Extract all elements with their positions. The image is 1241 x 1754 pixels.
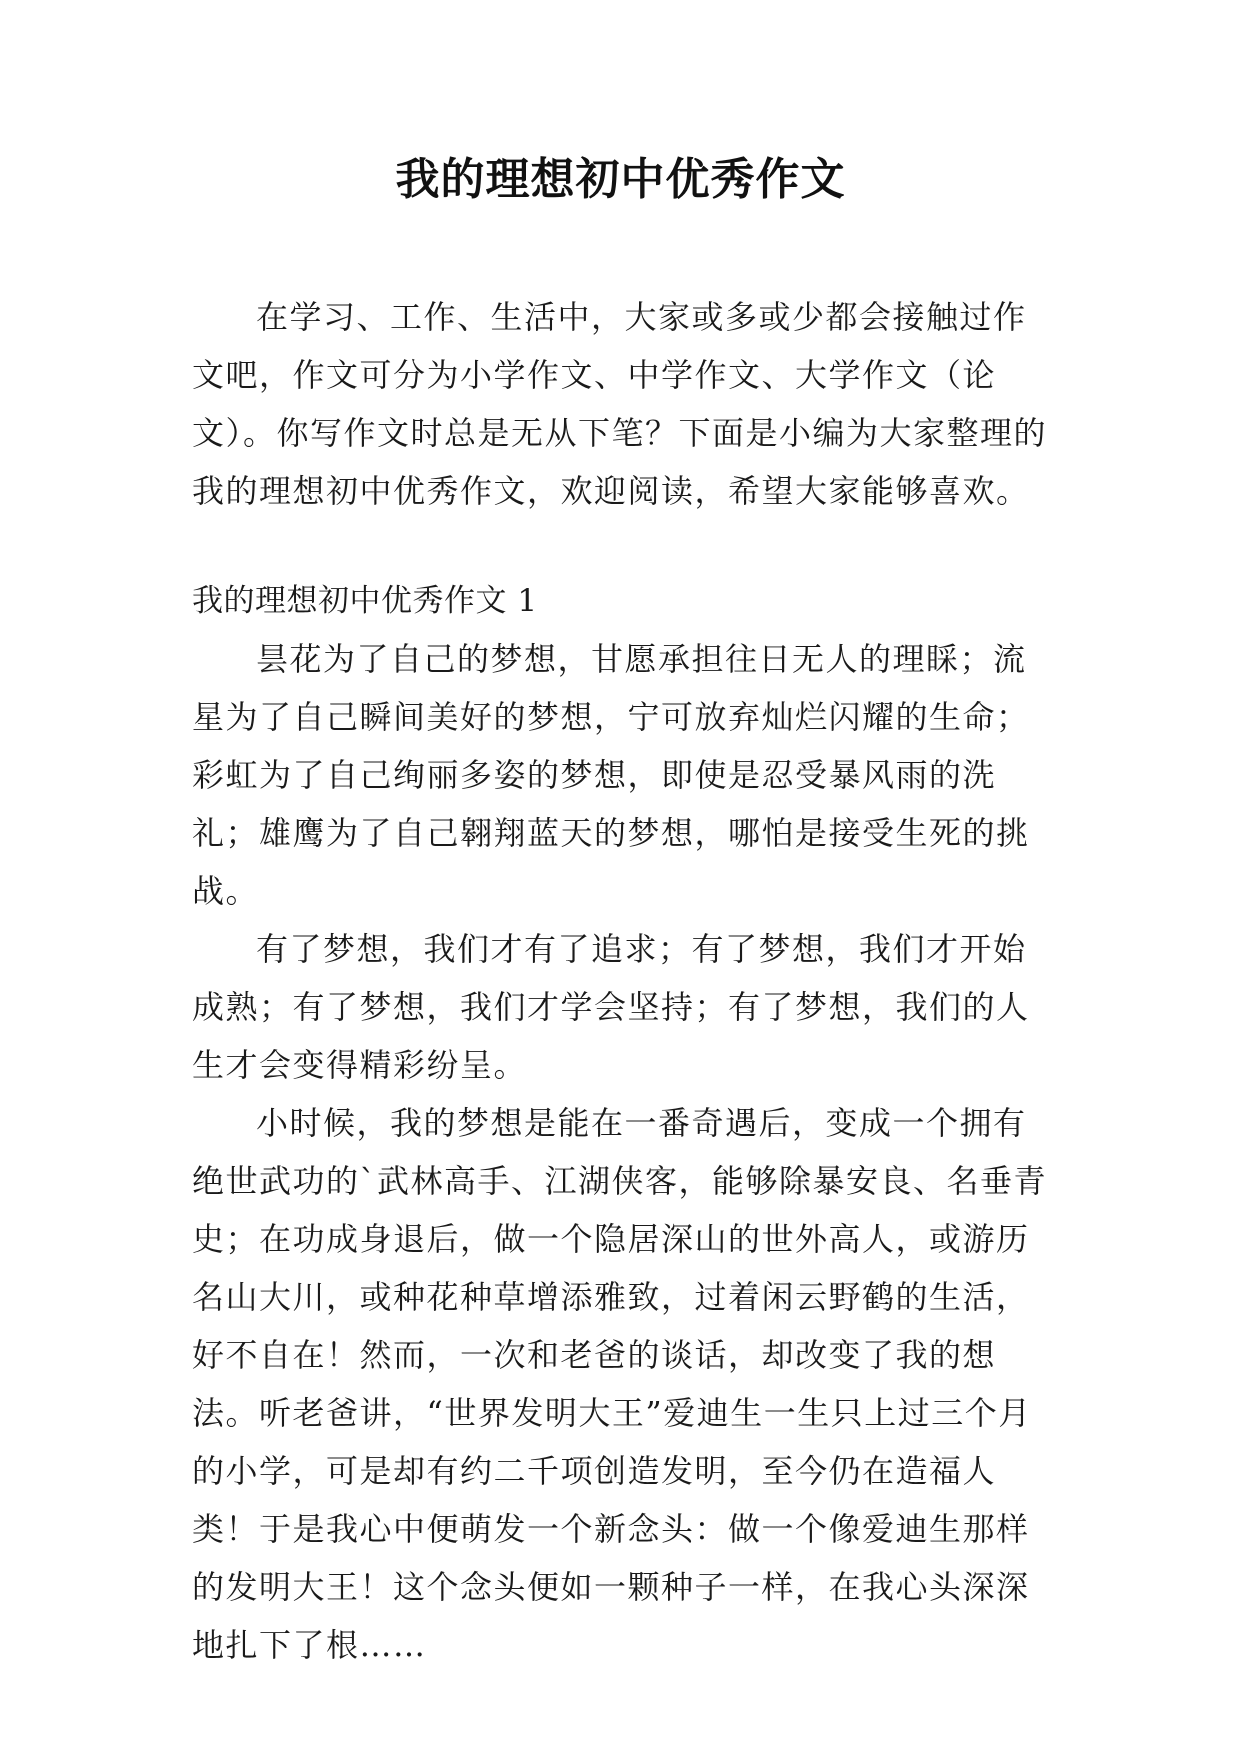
document-title: 我的理想初中优秀作文 [395,154,846,205]
section-heading: 我的理想初中优秀作文 1 [192,583,538,619]
body-paragraph-2: 有了梦想，我们才有了追求；有了梦想，我们才开始成熟；有了梦想，我们才学会坚持；有了梦想，我们的人生才会变得精彩纷呈。 [192,930,1030,1084]
intro-paragraph: 在学习、工作、生活中，大家或多或少都会接触过作文吧，作文可分为小学作文、中学作文、大学作文（论文）。你写作文时总是无从下笔？下面是小编为大家整理的我的理想初中优秀作文，欢迎阅读，希望大家能够喜欢。 [192,298,1048,510]
body-paragraph-3: 小时候，我的梦想是能在一番奇遇后，变成一个拥有绝世武功的`武林高手、江湖侠客，能够除暴安良、名垂青史；在功成身退后，做一个隐居深山的世外高人，或游历名山大川，或种花种草增添雅致，过着闲云野鹤的生活，好不自在！然而，一次和老爸的谈话，却改变了我的想法。听老爸讲，“世界发明大王”爱迪生一生只上过三个月的小学，可是却有约二千项创造发明，至今仍在造福人类！于是我心中便萌发一个新念头：做一个像爱迪生那样的发明大王！这个念头便如一颗种子一样，在我心头深深地扎下了根…… [192,1104,1048,1664]
body-paragraph-1: 昙花为了自己的梦想，甘愿承担往日无人的理睬；流星为了自己瞬间美好的梦想，宁可放弃灿烂闪耀的生命；彩虹为了自己绚丽多姿的梦想，即使是忍受暴风雨的洗礼；雄鹰为了自己翱翔蓝天的梦想，哪怕是接受生死的挑战。 [192,640,1030,910]
document-body [192,288,1058,1674]
